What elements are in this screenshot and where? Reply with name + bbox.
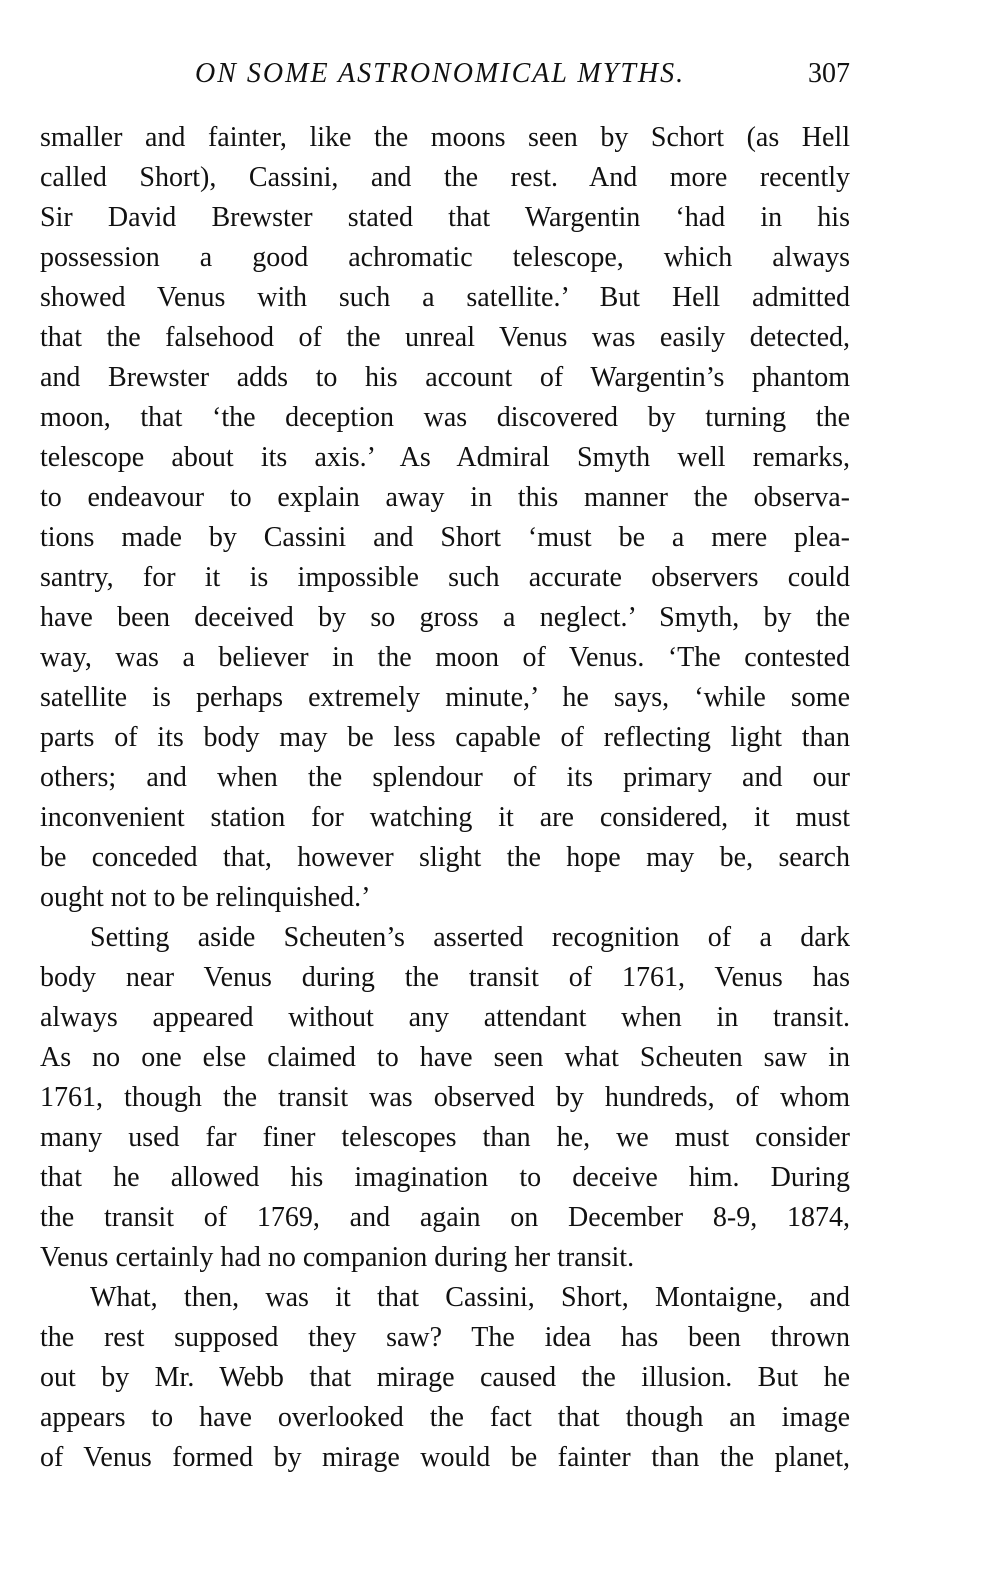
paragraph-3	[40, 1278, 850, 1478]
text-line: appears to have overlooked the fact that though an image	[40, 1402, 850, 1433]
text-line: be conceded that, however slight the hope may be, search	[40, 842, 850, 873]
text-line: have been deceived by so gross a neglect.’ Smyth, by the	[40, 602, 850, 633]
text-line: Venus certainly had no companion during her transit.	[40, 1242, 635, 1273]
paragraph-2	[40, 918, 850, 1278]
text-line: to endeavour to explain away in this manner the observa-	[40, 482, 850, 513]
text-line: that he allowed his imagination to deceive him. During	[40, 1162, 850, 1193]
text-line: ought not to be relinquished.’	[40, 882, 371, 913]
page-header	[40, 58, 850, 98]
text-line: out by Mr. Webb that mirage caused the illusion. But he	[40, 1362, 850, 1393]
text-line: the rest supposed they saw? The idea has been thrown	[40, 1322, 850, 1353]
text-line: called Short), Cassini, and the rest. And more recently	[40, 162, 850, 193]
text-line: moon, that ‘the deception was discovered by turning the	[40, 402, 850, 433]
body-text	[40, 118, 850, 1478]
text-line: telescope about its axis.’ As Admiral Smyth well remarks,	[40, 442, 850, 473]
text-line: and Brewster adds to his account of Wargentin’s phantom	[40, 362, 850, 393]
text-line: santry, for it is impossible such accurate observers could	[40, 562, 850, 593]
text-line: of Venus formed by mirage would be fainter than the planet,	[40, 1442, 850, 1473]
text-line: parts of its body may be less capable of reflecting light than	[40, 722, 850, 753]
text-line: others; and when the splendour of its primary and our	[40, 762, 850, 793]
text-line: many used far finer telescopes than he, we must consider	[40, 1122, 850, 1153]
text-line: way, was a believer in the moon of Venus. ‘The contested	[40, 642, 850, 673]
running-title: ON SOME ASTRONOMICAL MYTHS.	[195, 58, 686, 89]
text-line: the transit of 1769, and again on December 8-9, 1874,	[40, 1202, 850, 1233]
paragraph-1	[40, 118, 850, 918]
text-line: showed Venus with such a satellite.’ But Hell admitted	[40, 282, 850, 313]
text-line: What, then, was it that Cassini, Short, Montaigne, and	[90, 1282, 850, 1313]
text-line: As no one else claimed to have seen what Scheuten saw in	[40, 1042, 850, 1073]
text-line: Sir David Brewster stated that Wargentin ‘had in his	[40, 202, 850, 233]
text-line: 1761, though the transit was observed by hundreds, of whom	[40, 1082, 850, 1113]
text-line: smaller and fainter, like the moons seen by Schort (as Hell	[40, 122, 850, 153]
text-line: possession a good achromatic telescope, which always	[40, 242, 850, 273]
text-line: that the falsehood of the unreal Venus was easily detected,	[40, 322, 850, 353]
text-line: inconvenient station for watching it are considered, it must	[40, 802, 850, 833]
text-line: tions made by Cassini and Short ‘must be a mere plea-	[40, 522, 850, 553]
page-number: 307	[808, 58, 850, 89]
text-line: body near Venus during the transit of 1761, Venus has	[40, 962, 850, 993]
text-line: always appeared without any attendant when in transit.	[40, 1002, 850, 1033]
text-line: Setting aside Scheuten’s asserted recognition of a dark	[90, 922, 850, 953]
text-line: satellite is perhaps extremely minute,’ he says, ‘while some	[40, 682, 850, 713]
